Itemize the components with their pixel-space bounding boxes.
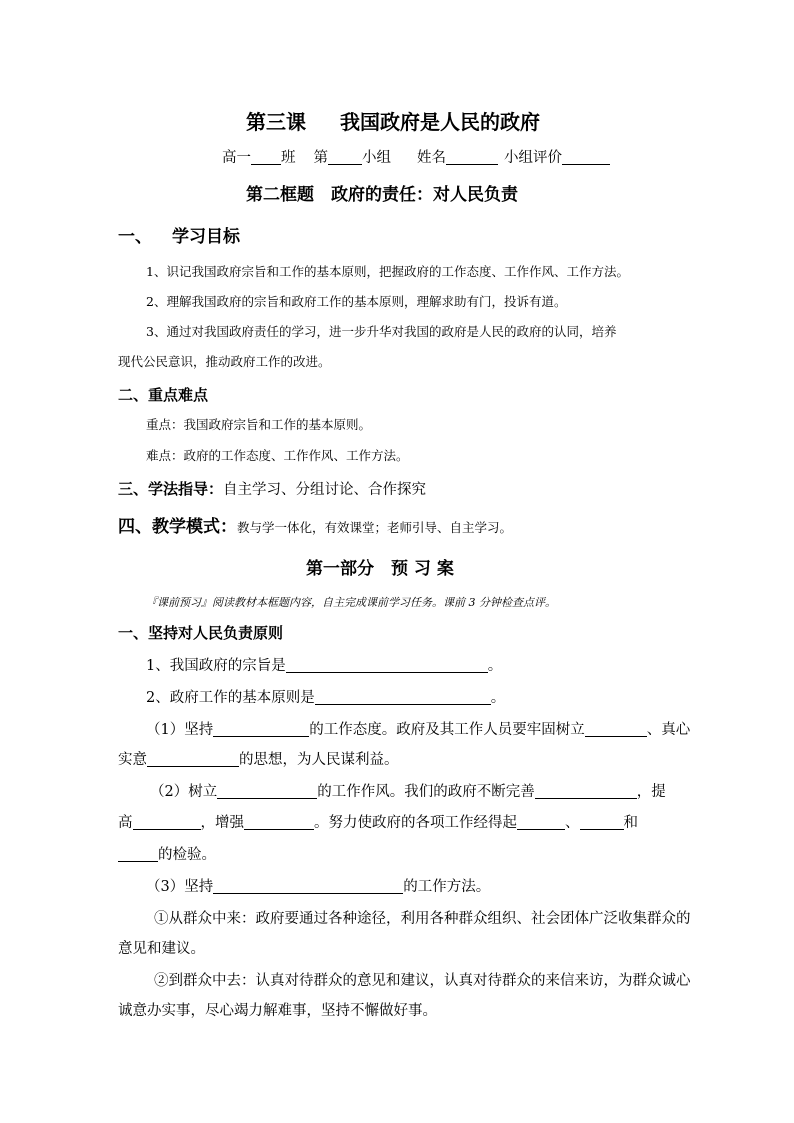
answer-blank-8[interactable] [133, 815, 201, 831]
answer-blank-2[interactable] [315, 690, 491, 706]
method-point-1: ①从群众中来：政府要通过各种途径，利用各种群众组织、社会团体广泛收集群众的 [154, 911, 691, 927]
group-label: 小组 [362, 150, 391, 166]
teaching-mode-heading: 四、教学模式： [118, 517, 237, 537]
answer-blank-10[interactable] [517, 815, 565, 831]
question-3-line-1 [146, 718, 690, 739]
part1-heading: 一、坚持对人民负责原则 [118, 624, 284, 642]
question-4-text-h: 和 [623, 815, 638, 831]
grade-label: 高一 [222, 150, 251, 166]
question-2-end: 。 [490, 690, 506, 706]
class-label: 班 [281, 150, 296, 166]
question-1-text: 1、我国政府的宗旨是 [146, 658, 286, 674]
study-method-heading: 三、学法指导： [118, 480, 224, 498]
answer-blank-13[interactable] [213, 879, 403, 895]
question-5-text: （3）坚持 [146, 879, 214, 895]
part1-title: 第一部分 预 习 案 [306, 559, 454, 579]
goal-item-3-cont: 现代公民意识，推动政府工作的改进。 [118, 354, 331, 369]
question-3-text-c: 、真心 [646, 722, 691, 738]
question-4-text-b: 的工作作风。我们的政府不断完善 [317, 784, 535, 800]
question-5 [146, 875, 490, 896]
question-4-text-d: 高 [118, 815, 133, 831]
question-4-text-g: 、 [565, 815, 580, 831]
method-point-2: ②到群众中去：认真对待群众的意见和建议，认真对待群众的来信来访，为群众诚心 [154, 973, 691, 989]
question-4-text: （2）树立 [150, 784, 218, 800]
answer-blank-1[interactable] [286, 658, 488, 674]
answer-blank-7[interactable] [535, 784, 637, 800]
question-2 [146, 686, 505, 707]
question-1-end: 。 [487, 658, 503, 674]
goal-item-3: 3、通过对我国政府责任的学习，进一步升华对我国的政府是人民的政府的认同，培养 [146, 324, 617, 339]
answer-blank-6[interactable] [217, 784, 317, 800]
section-heading-key-points: 二、重点难点 [118, 386, 209, 404]
question-5-end: 的工作方法。 [403, 879, 491, 895]
difficult-point: 难点：政府的工作态度、工作作风、工作方法。 [146, 448, 409, 463]
eval-label: 小组评价 [504, 150, 562, 166]
section-study-method [118, 478, 426, 499]
teaching-mode-text: 教与学一体化，有效课堂；老师引导、自主学习。 [237, 520, 513, 535]
study-method-text: 自主学习、分组讨论、合作探究 [223, 482, 427, 498]
section-teaching-mode [118, 512, 512, 537]
question-2-text: 2、政府工作的基本原则是 [146, 690, 315, 706]
question-4-text-i: 的检验。 [158, 847, 216, 863]
question-3-text: （1）坚持 [146, 722, 214, 738]
lesson-title: 我国政府是人民的政府 [340, 110, 540, 134]
preview-instruction: 『课前预习』阅读教材本框题内容，自主完成课前学习任务。课前 3 分钟检查点评。 [146, 596, 556, 609]
name-blank[interactable] [446, 150, 498, 166]
answer-blank-5[interactable] [147, 752, 239, 768]
goal-item-1: 1、识记我国政府宗旨和工作的基本原则，把握政府的工作态度、工作作风、工作方法。 [146, 264, 629, 279]
page-subtitle: 第二框题 政府的责任：对人民负责 [246, 185, 518, 205]
answer-blank-3[interactable] [213, 722, 309, 738]
question-4-line-2 [118, 811, 638, 832]
answer-blank-9[interactable] [244, 815, 314, 831]
eval-blank[interactable] [562, 150, 610, 166]
answer-blank-11[interactable] [580, 815, 624, 831]
question-3-text-e: 的思想，为人民谋利益。 [239, 752, 399, 768]
goal-item-2: 2、理解我国政府的宗旨和政府工作的基本原则，理解求助有门，投诉有道。 [146, 294, 567, 309]
question-3-text-b: 的工作态度。政府及其工作人员要牢固树立 [309, 722, 585, 738]
method-point-1-cont: 意见和建议。 [118, 941, 205, 957]
heading-text: 学习目标 [172, 227, 240, 247]
name-label: 姓名 [417, 150, 446, 166]
question-4-line-1 [150, 780, 666, 801]
answer-blank-12[interactable] [118, 847, 158, 863]
heading-number: 一、 [118, 227, 152, 247]
question-1 [146, 654, 502, 675]
question-3-text-d: 实意 [118, 752, 147, 768]
question-4-text-e: ，增强 [200, 815, 244, 831]
question-4-line-3 [118, 843, 216, 864]
class-blank[interactable] [251, 150, 281, 166]
question-3-line-2 [118, 748, 399, 769]
group-blank[interactable] [328, 150, 362, 166]
section-heading-goals [118, 222, 240, 247]
student-info-line [222, 146, 610, 167]
lesson-number: 第三课 [246, 110, 306, 134]
key-point: 重点：我国政府宗旨和工作的基本原则。 [146, 417, 372, 432]
question-4-text-c: ，提 [636, 784, 666, 800]
question-4-text-f: 。努力使政府的各项工作经得起 [314, 815, 517, 831]
page-title [246, 106, 540, 135]
method-point-2-cont: 诚意办实事，尽心竭力解难事，坚持不懈做好事。 [118, 1003, 437, 1019]
answer-blank-4[interactable] [585, 722, 647, 738]
group-no-label: 第 [313, 150, 328, 166]
